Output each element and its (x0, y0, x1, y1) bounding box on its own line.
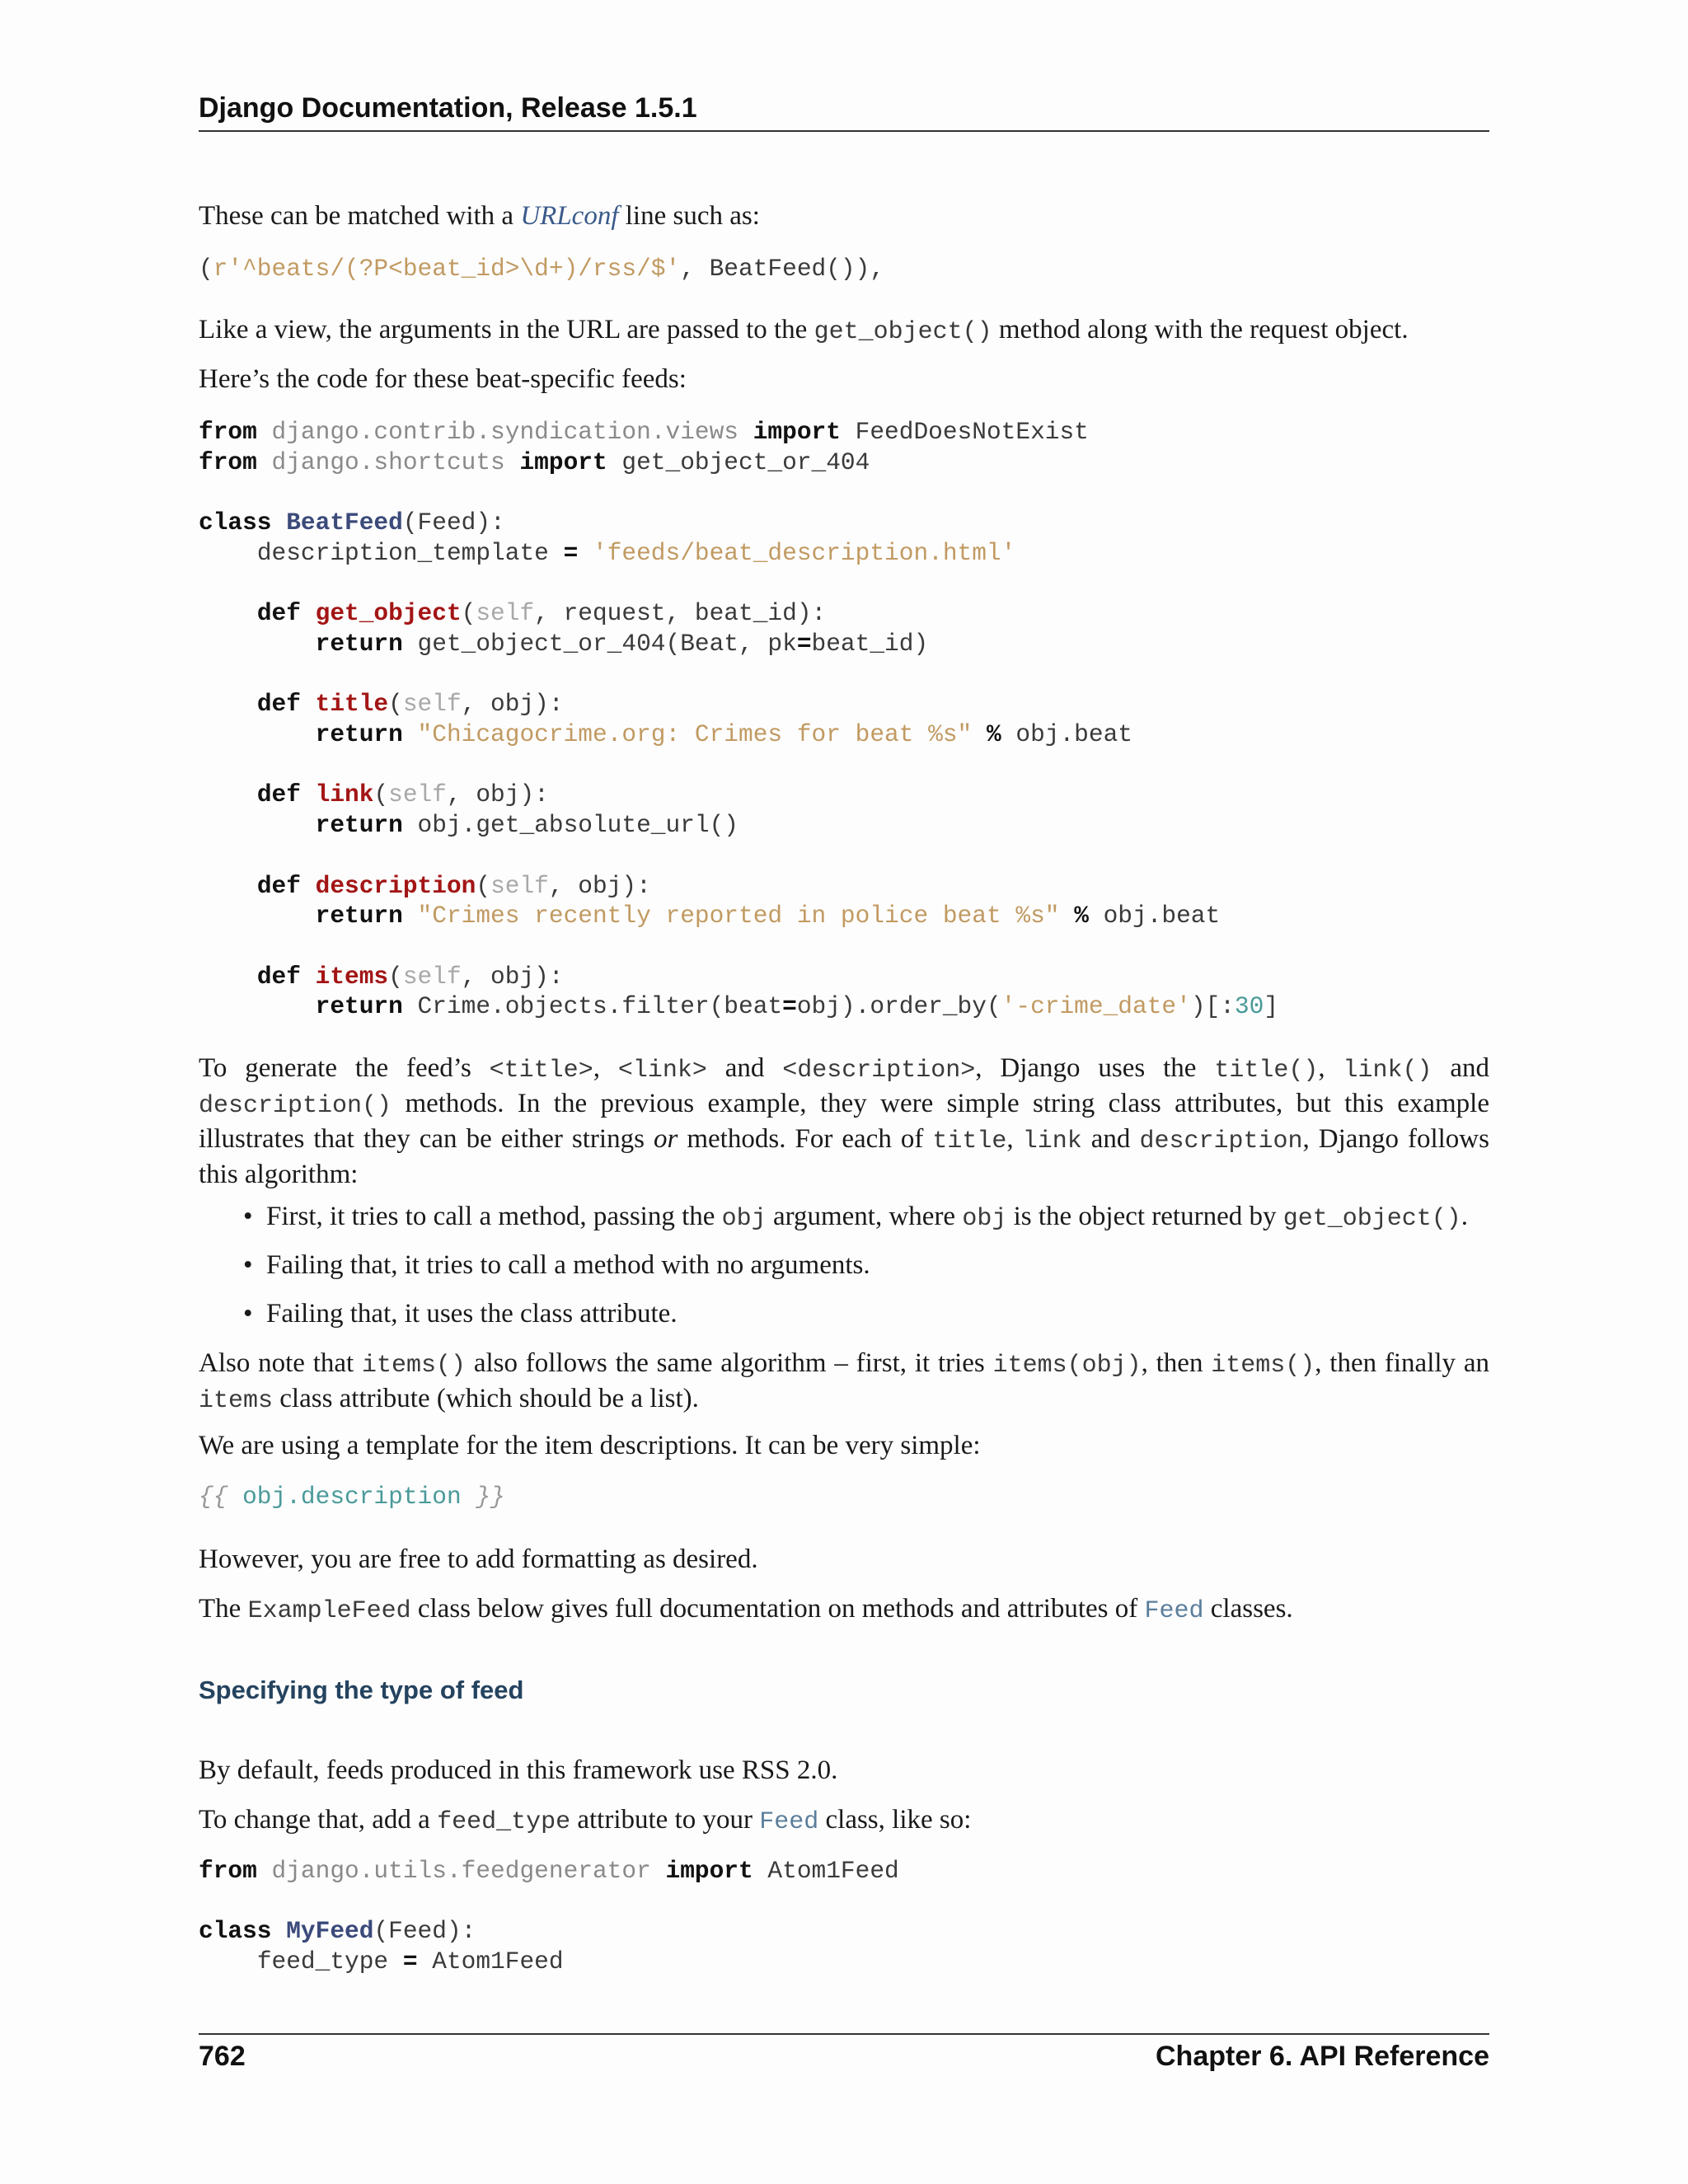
code-text: get_object_or_404(Beat, pk (417, 629, 797, 658)
emphasis: or (653, 1124, 678, 1154)
code-operator: = (402, 1947, 418, 1976)
paragraph-template-intro: We are using a template for the item descriptions. It can be very simple: (199, 1431, 981, 1460)
inline-code: get_object() (814, 318, 992, 346)
code-text: , obj): (446, 780, 549, 809)
code-operator: % (986, 720, 1001, 749)
bullet-icon: • (243, 1202, 253, 1231)
paragraph-code-intro: Here’s the code for these beat-specific feeds: (199, 364, 687, 394)
inline-code: items(obj) (992, 1352, 1142, 1380)
inline-code: <link> (617, 1057, 707, 1085)
code-text: (Feed): (402, 509, 505, 537)
code-text: Atom1Feed (432, 1947, 564, 1976)
code-keyword: return (315, 720, 403, 749)
code-block-atom-feed (199, 1856, 1489, 1977)
code-string: 'feeds/beat_description.html' (592, 538, 1016, 567)
text: Also note that (199, 1348, 363, 1378)
code-keyword: class (199, 509, 272, 537)
code-self: self (476, 599, 535, 628)
text: Like a view, the arguments in the URL are passed to the (199, 315, 814, 344)
code-text: ] (1264, 992, 1279, 1021)
list-item-text (266, 1200, 1468, 1235)
bullet-icon: • (243, 1250, 253, 1280)
code-keyword: return (315, 992, 403, 1021)
code-string: r'^beats/(?P<beat_id>\d+)/rss/$' (213, 255, 681, 283)
inline-code: obj (721, 1205, 767, 1233)
list-item-text: Failing that, it uses the class attribute. (266, 1299, 678, 1329)
code-keyword: return (315, 629, 403, 658)
text: The (199, 1594, 248, 1624)
code-text: , BeatFeed()), (680, 255, 885, 283)
inline-code: title() (1214, 1057, 1319, 1085)
inline-code: get_object() (1282, 1205, 1461, 1233)
code-self: self (490, 871, 549, 900)
text: To change that, add a (199, 1805, 438, 1835)
list-item-text: Failing that, it tries to call a method with no arguments. (266, 1250, 870, 1280)
code-self: self (388, 780, 447, 809)
running-header-title: Django Documentation, Release 1.5.1 (199, 92, 697, 124)
code-self: self (402, 962, 462, 991)
code-text: , obj): (461, 690, 564, 719)
paragraph-url-arguments (199, 313, 1489, 349)
code-block-template (199, 1482, 1489, 1512)
text: methods. For each of (678, 1124, 933, 1154)
paragraph-formatting: However, you are free to add formatting as desired. (199, 1544, 758, 1574)
code-namespace: django.shortcuts (271, 448, 505, 476)
code-text: , obj): (461, 962, 564, 991)
text: . (1461, 1202, 1469, 1231)
text: These can be matched with a (199, 201, 521, 231)
text: class below gives full documentation on methods and attributes of (410, 1594, 1145, 1624)
code-class-name: MyFeed (286, 1917, 374, 1946)
code-text: beat_id) (811, 629, 929, 658)
inline-code: link() (1343, 1057, 1432, 1085)
code-operator: = (563, 538, 579, 567)
inline-code: items() (362, 1352, 467, 1380)
code-operator: = (796, 629, 812, 658)
inline-code: <title> (489, 1057, 593, 1085)
inline-code: items() (1211, 1352, 1315, 1380)
inline-code: description (1139, 1127, 1303, 1155)
template-variable: obj.description (242, 1483, 462, 1511)
code-keyword: from (199, 418, 257, 446)
text: method along with the request object. (992, 315, 1409, 344)
text: and (1081, 1124, 1140, 1154)
code-keyword: import (665, 1857, 753, 1885)
feed-class-link[interactable]: Feed (759, 1808, 819, 1836)
inline-code: ExampleFeed (247, 1597, 411, 1625)
code-text: get_object_or_404 (621, 448, 870, 476)
page-number: 762 (199, 2041, 246, 2072)
code-string: "Chicagocrime.org: Crimes for beat %s" (417, 720, 973, 749)
code-text: obj).order_by( (796, 992, 1001, 1021)
code-keyword: import (753, 418, 841, 446)
code-block-beatfeed: from django.contrib.syndication.views import FeedDoesNotExist from django.shortcuts import get_object_or_404 class BeatFeed(Feed): description_template = 'feeds/beat_description.html' def get_object(self, request, beat_id): return get_object_or_404(Beat, pk=beat_id) def title(self, obj): return "Chicagocrime.org: Crimes for beat %s" % obj.beat def link(self, obj): return obj.get_absolute_url() def description(self, obj): return "Crimes recently reported in police beat %s" % obj.beat def items(self, obj): return Crime.objects.filter(beat=obj).order_by('-crime_date')[:30] (199, 418, 1279, 1021)
code-function-name: title (315, 690, 389, 719)
text: , Django follows this algorithm: (199, 1124, 1489, 1189)
text: , (1318, 1053, 1343, 1083)
code-keyword: def (256, 690, 301, 719)
inline-code: obj (962, 1205, 1007, 1233)
code-text: Atom1Feed (767, 1857, 899, 1885)
urlconf-link[interactable]: URLconf (520, 201, 619, 231)
footer-rule (199, 2033, 1489, 2035)
code-keyword: from (199, 448, 257, 476)
code-text: obj.get_absolute_url() (417, 811, 739, 840)
text: , then finally an (1315, 1348, 1489, 1378)
code-function-name: get_object (315, 599, 462, 628)
code-function-name: items (315, 962, 389, 991)
code-keyword: from (199, 1857, 257, 1885)
code-text: obj.beat (1103, 902, 1221, 930)
paragraph-items-algorithm (199, 1347, 1489, 1418)
paragraph-algorithm-intro (199, 1052, 1489, 1191)
bullet-icon: • (243, 1299, 253, 1329)
code-keyword: def (256, 871, 301, 900)
text: and (1432, 1053, 1490, 1083)
section-heading: Specifying the type of feed (199, 1675, 524, 1704)
code-keyword: return (315, 811, 403, 840)
text: , then (1141, 1348, 1212, 1378)
text: line such as: (618, 201, 760, 231)
code-text: obj.beat (1015, 720, 1132, 749)
code-function-name: description (315, 871, 476, 900)
feed-class-link[interactable]: Feed (1144, 1597, 1204, 1625)
code-text: , request, beat_id): (534, 599, 827, 628)
code-text: (Feed): (373, 1917, 476, 1946)
code-keyword: class (199, 1917, 272, 1946)
code-namespace: django.contrib.syndication.views (271, 418, 739, 446)
code-keyword: def (256, 962, 301, 991)
code-string: '-crime_date' (1001, 992, 1191, 1021)
code-block-urlconf: (r'^beats/(?P<beat_id>\d+)/rss/$', BeatFeed()), (199, 255, 885, 283)
code-function-name: link (315, 780, 374, 809)
code-keyword: def (256, 599, 301, 628)
code-text: )[: (1190, 992, 1235, 1021)
text: class attribute (which should be a list). (273, 1384, 699, 1413)
text: also follows the same algorithm – first, it tries (466, 1348, 993, 1378)
inline-code: feed_type (437, 1808, 571, 1836)
text: , (593, 1053, 618, 1083)
code-number: 30 (1234, 992, 1264, 1021)
code-string: "Crimes recently reported in police beat %s" (417, 902, 1060, 930)
code-keyword: return (315, 902, 403, 930)
code-operator: = (782, 992, 797, 1021)
inline-code: description() (199, 1092, 392, 1120)
text: , Django uses the (975, 1053, 1215, 1083)
code-text: feed_type (256, 1947, 389, 1976)
paragraph-examplefeed (199, 1592, 1489, 1628)
text: First, it tries to call a method, passing the (266, 1202, 722, 1231)
code-self: self (402, 690, 462, 719)
code-text: FeedDoesNotExist (855, 418, 1089, 446)
running-footer-chapter: Chapter 6. API Reference (1156, 2041, 1489, 2072)
header-rule (199, 130, 1489, 132)
inline-code: <description> (782, 1057, 976, 1085)
text: classes. (1203, 1594, 1293, 1624)
code-text: , obj): (548, 871, 651, 900)
code-keyword: import (519, 448, 607, 476)
text: To generate the feed’s (199, 1053, 490, 1083)
code-keyword: def (256, 780, 301, 809)
code-operator: % (1074, 902, 1089, 930)
inline-code: title (932, 1127, 1007, 1155)
paragraph-default-rss: By default, feeds produced in this framework use RSS 2.0. (199, 1755, 838, 1785)
text: and (706, 1053, 783, 1083)
code-class-name: BeatFeed (286, 509, 403, 537)
text: class, like so: (818, 1805, 972, 1835)
text: argument, where (766, 1202, 963, 1231)
text: methods. In the previous example, they were simple string class attributes, but this example illustrates that they can be either strings (199, 1089, 1489, 1154)
paragraph-feed-type (199, 1803, 1489, 1839)
code-text: description_template (256, 538, 549, 567)
text: is the object returned by (1006, 1202, 1283, 1231)
template-tag: }} (476, 1483, 505, 1511)
paragraph-urlconf-intro (199, 199, 1489, 232)
inline-code: link (1022, 1127, 1082, 1155)
text: , (1006, 1124, 1023, 1154)
template-tag: {{ (199, 1483, 228, 1511)
code-text: Crime.objects.filter(beat (417, 992, 783, 1021)
text: attribute to your (570, 1805, 760, 1835)
code-namespace: django.utils.feedgenerator (271, 1857, 651, 1885)
inline-code: items (199, 1387, 274, 1415)
